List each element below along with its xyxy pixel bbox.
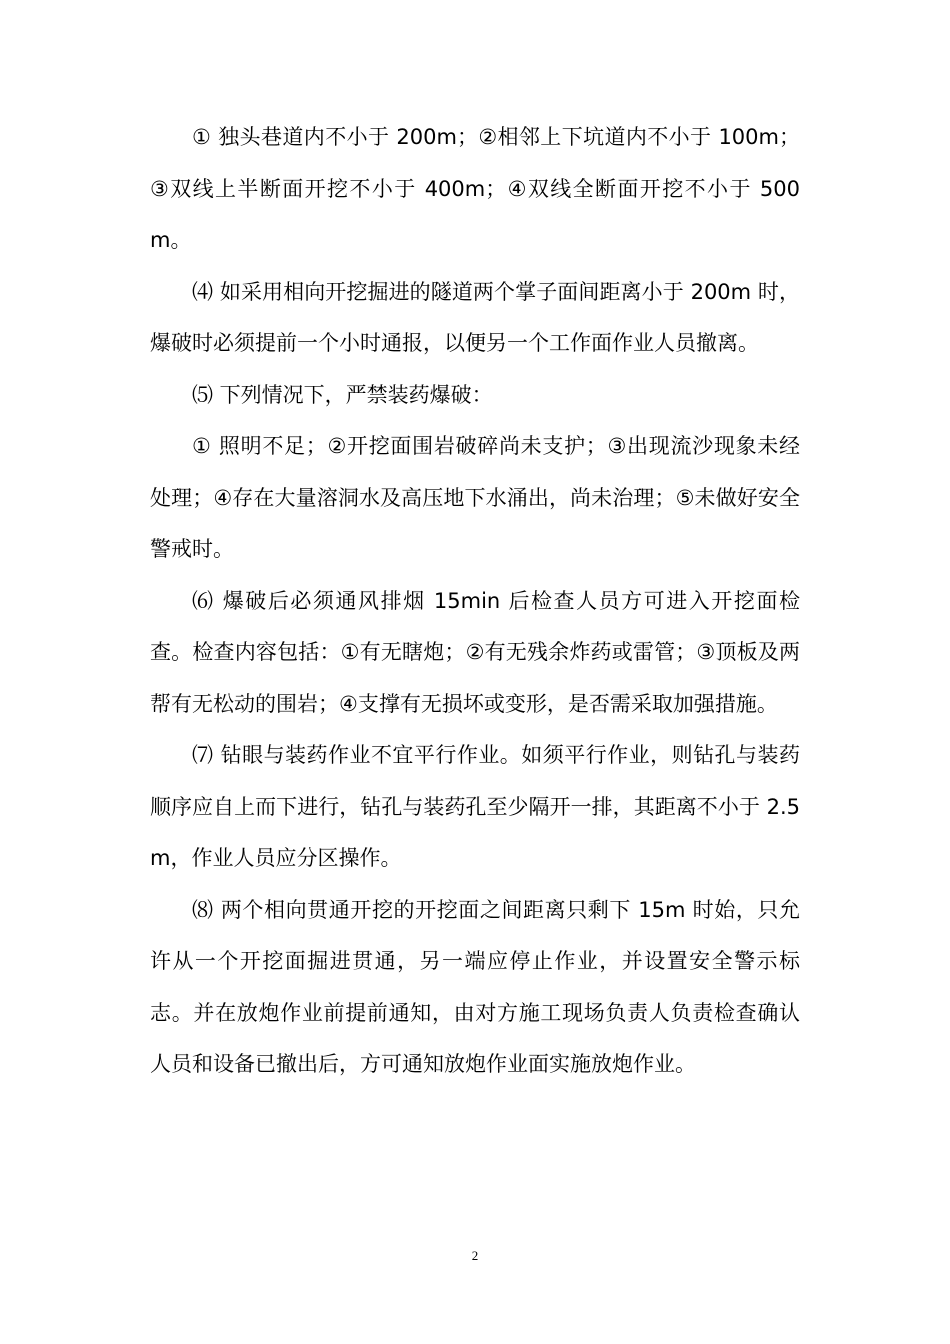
paragraph-forbidden-conditions: ① 照明不足；②开挖面围岩破碎尚未支护；③出现流沙现象未经处理；④存在大量溶洞水及高压地下水涌出，尚未治理；⑤未做好安全警戒时。: [150, 434, 800, 561]
paragraph-item-8: ⑻ 两个相向贯通开挖的开挖面之间距离只剩下 15m 时始，只允许从一个开挖面掘进贯通，另一端应停止作业，并设置安全警示标志。并在放炮作业前提前通知，由对方施工现场负责人负责检查确认人员和设备已撤出后，方可通知放炮作业面实施放炮作业。: [150, 897, 800, 1076]
paragraph-item-7: ⑺ 钻眼与装药作业不宜平行作业。如须平行作业，则钻孔与装药顺序应自上而下进行，钻孔与装药孔至少隔开一排，其距离不小于 2.5m，作业人员应分区操作。: [150, 743, 800, 870]
page-number: 2: [471, 1248, 479, 1263]
document-body: [150, 112, 800, 1091]
paragraph-item-5: ⑸ 下列情况下，严禁装药爆破：: [192, 382, 493, 407]
paragraph-item-4: ⑷ 如采用相向开挖掘进的隧道两个掌子面间距离小于 200m 时，爆破时必须提前一个小时通报，以便另一个工作面作业人员撤离。: [150, 279, 800, 355]
paragraph-distance-requirements: ① 独头巷道内不小于 200m；②相邻上下坑道内不小于 100m；③双线上半断面开挖不小于 400m；④双线全断面开挖不小于 500m。: [150, 125, 800, 252]
paragraph-item-6: ⑹ 爆破后必须通风排烟 15min 后检查人员方可进入开挖面检查。检查内容包括：①有无瞎炮；②有无残余炸药或雷管；③顶板及两帮有无松动的围岩；④支撑有无损坏或变形，是否需采取加强措施。: [150, 588, 800, 716]
